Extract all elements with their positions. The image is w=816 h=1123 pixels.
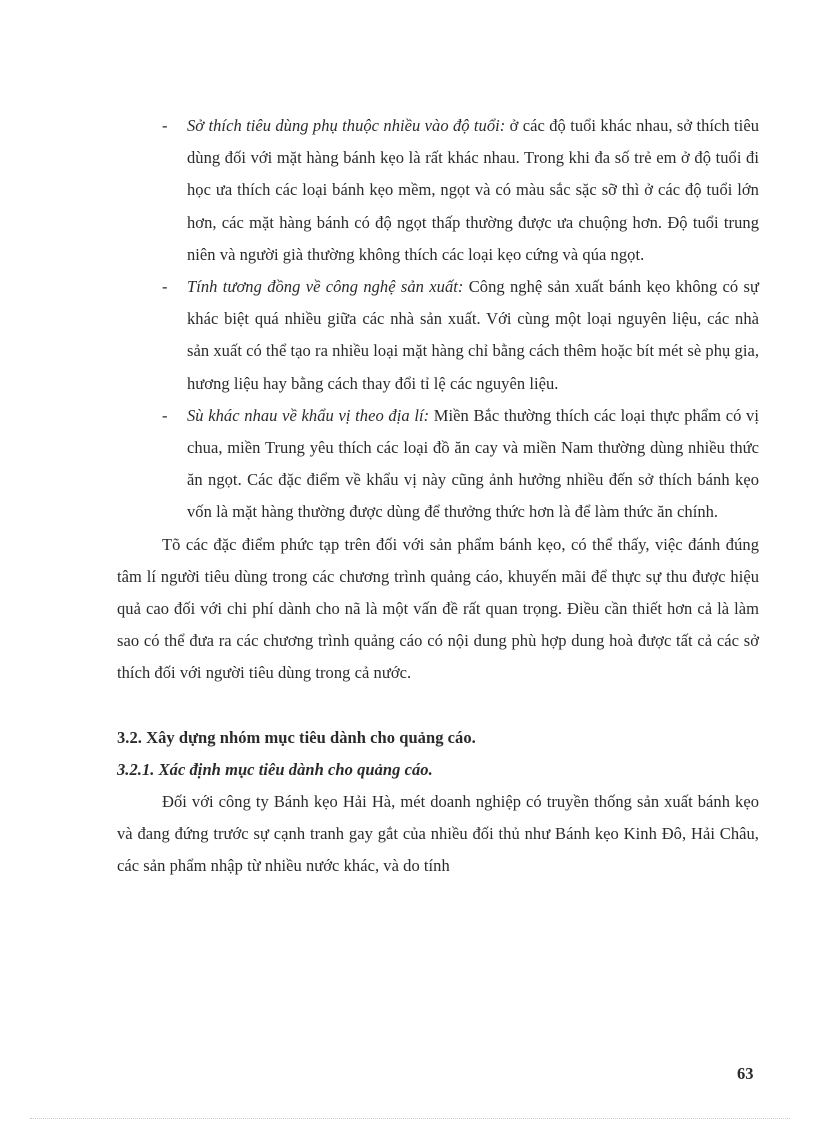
subsection-heading: 3.2.1. Xác định mục tiêu dành cho quảng cáo. bbox=[117, 759, 433, 779]
bullet-lead: Sù khác nhau về khẩu vị theo địa lí: bbox=[187, 405, 430, 425]
bullet-marker: - bbox=[162, 405, 168, 425]
bullet-marker: - bbox=[162, 277, 168, 297]
section-spacer bbox=[117, 690, 759, 722]
bullet-marker: - bbox=[162, 116, 168, 135]
body-paragraph-summary: Tõ các đặc điểm phức tạp trên đối với sản phẩm bánh kẹo, có thể thấy, việc đánh đúng tâm lí người tiêu dùng trong các chương trình quảng cáo, khuyến mãi để thực sự thu được hiệu quả cao đối với chi phí dành cho nã là một vấn đề rất quan trọng. Điều cần thiết hơn cả là làm sao có thể đưa ra các chương trình quảng cáo có nội dung phù hợp dung hoà được tất cả các sở thích đối với người tiêu dùng trong cả nước. bbox=[117, 534, 759, 683]
page-body bbox=[117, 110, 759, 883]
bullet-lead: Sở thích tiêu dùng phụ thuộc nhiều vào độ tuổi: bbox=[187, 116, 506, 135]
bullet-body: Miền Bắc thường thích các loại thực phẩm có vị chua, miền Trung yêu thích các loại đồ ăn cay và miền Nam thường dùng nhiều thức ăn ngọt. Các đặc điểm về khẩu vị này cũng ảnh hưởng nhiều đến sở thích bánh kẹo vốn là mặt hàng thường được dùng để thưởng thức hơn là để làm thức ăn chính. bbox=[187, 405, 759, 522]
footer-divider bbox=[30, 1118, 790, 1119]
bullet-lead: Tính tương đồng về công nghệ sản xuất: bbox=[187, 277, 464, 297]
body-paragraph-company: Đối với công ty Bánh kẹo Hải Hà, mét doanh nghiệp có truyền thống sản xuất bánh kẹo và đang đứng trước sự cạnh tranh gay gắt của nhiều đối thủ như Bánh kẹo Kinh Đô, Hải Châu, các sản phẩm nhập từ nhiều nước khác, và do tính bbox=[117, 792, 759, 876]
bullet-text bbox=[187, 400, 759, 529]
bullet-item-regional-taste bbox=[117, 400, 759, 529]
page-number: 63 bbox=[737, 1064, 754, 1083]
section-heading: 3.2. Xây dựng nhóm mục tiêu dành cho quảng cáo. bbox=[117, 727, 476, 747]
bullet-body: ở các độ tuổi khác nhau, sở thích tiêu dùng đối với mặt hàng bánh kẹo là rất khác nhau. Trong khi đa số trẻ em ở độ tuổi đi học ưa thích các loại bánh kẹo mềm, ngọt và có màu sắc sặc sỡ thì ở các độ tuổi lớn hơn, các mặt hàng bánh có độ ngọt thấp thường được ưa chuộng hơn. Độ tuổi trung niên và người già thường không thích các loại kẹo cứng và qúa ngọt. bbox=[187, 116, 759, 264]
bullet-item-age-preference bbox=[117, 110, 759, 271]
bullet-body: Công nghệ sản xuất bánh kẹo không có sự khác biệt quá nhiều giữa các nhà sản xuất. Với cùng một loại nguyên liệu, các nhà sản xuất có thể tạo ra nhiều loại mặt hàng chỉ bằng cách thêm hoặc bít mét sè phụ gia, hương liệu hay bằng cách thay đổi tỉ lệ các nguyên liệu. bbox=[187, 277, 759, 393]
bullet-item-technology bbox=[117, 271, 759, 400]
bullet-text bbox=[187, 110, 759, 271]
bullet-text bbox=[187, 271, 759, 400]
